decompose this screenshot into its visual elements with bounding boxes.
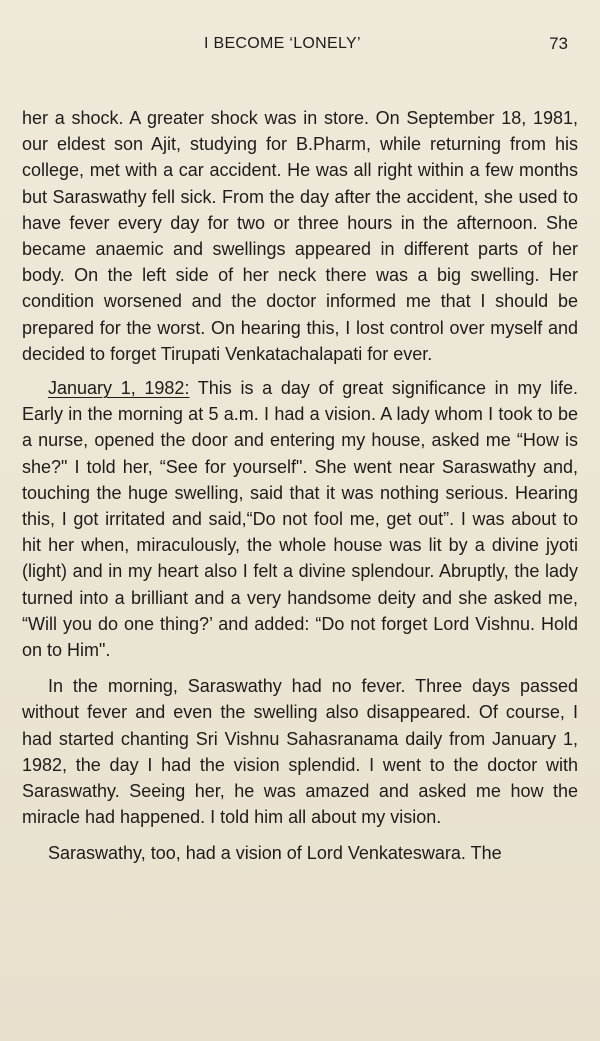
chapter-title: I BECOME ‘LONELY’ bbox=[204, 35, 361, 52]
paragraph-1: her a shock. A greater shock was in store. On September 18, 1981, our eldest son Ajit, studying for B.Pharm, while returning from his college, met with a car accident. He was all right within a few months but Saraswathy fell sick. From the day after the accident, she used to have fever every day for two or three hours in the afternoon. She became anaemic and swellings appeared in different parts of her body. On the left side of her neck there was a big swelling. Her condition worsened and the doctor informed me that I should be prepared for the worst. On hearing this, I lost control over myself and decided to forget Tirupati Venkatachalapati for ever. bbox=[22, 108, 578, 364]
paragraph-2-text: This is a day of great significance in my life. Early in the morning at 5 a.m. I had a vision. A lady whom I took to be a nurse, opened the door and entering my house, asked me “How is she?" I told her, “See for yourself". She went near Saraswathy and, touching the huge swelling, said that it was nothing serious. Hearing this, I got irritated and said,“Do not fool me, get out”. I was about to hit her when, miraculously, the whole house was lit by a divine jyoti (light) and in my heart also I felt a divine splendour. Abruptly, the lady turned into a brilliant and a very handsome deity and she asked me, “Will you do one thing?’ and added: “Do not forget Lord Vishnu. Hold on to Him". bbox=[22, 378, 578, 661]
date-heading: January 1, 1982: bbox=[48, 378, 190, 399]
running-head bbox=[0, 32, 600, 56]
paragraph-4: Saraswathy, too, had a vision of Lord Venkateswara. The bbox=[48, 843, 502, 864]
paragraph-3: In the morning, Saraswathy had no fever. Three days passed without fever and even the swelling also disappeared. Of course, I had started chanting Sri Vishnu Sahasranama daily from January 1, 1982, the day I had the vision splendid. I went to the doctor with Saraswathy. Seeing her, he was amazed and asked me how the miracle had happened. I told him all about my vision. bbox=[22, 676, 578, 828]
page-number: 73 bbox=[549, 34, 568, 53]
body-text bbox=[22, 105, 578, 867]
paragraph-2 bbox=[22, 375, 578, 663]
